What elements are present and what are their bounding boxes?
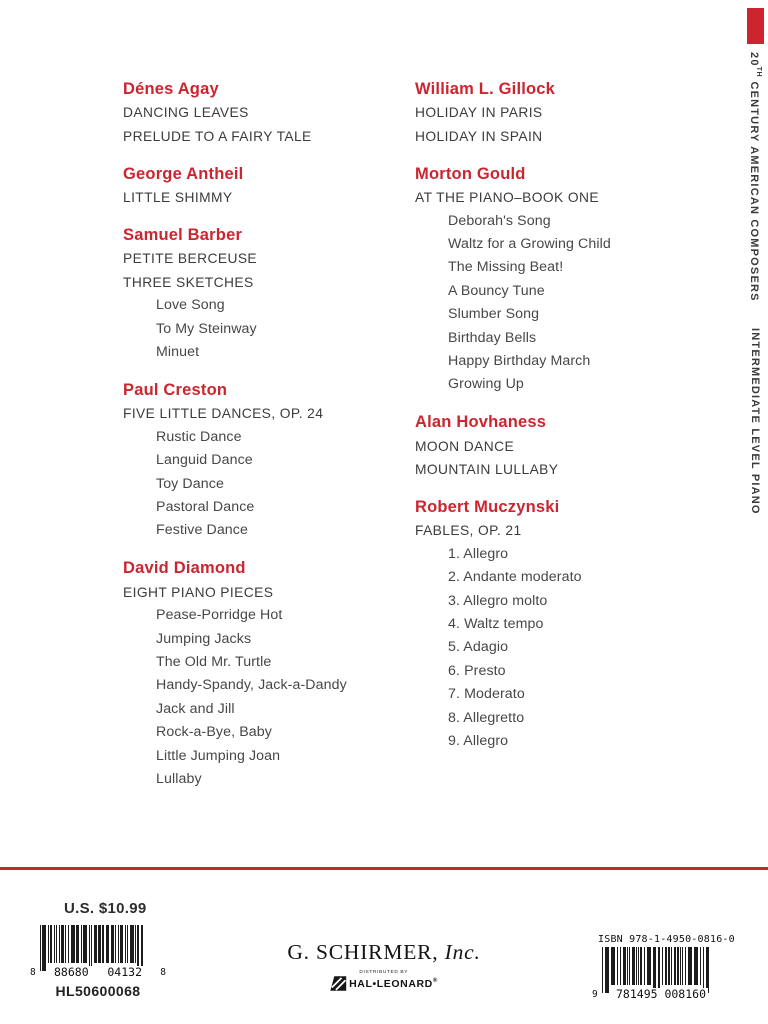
piece-movement: 7. Moderato [448, 686, 525, 703]
upc-right-digit: 8 [160, 967, 166, 978]
spine-subtitle: INTERMEDIATE LEVEL PIANO [749, 327, 761, 515]
upc-digits-group1: 88680 [54, 965, 89, 979]
composer-section [415, 163, 750, 397]
barcode-bar [98, 925, 102, 963]
piece-movement: The Missing Beat! [448, 259, 564, 276]
piece-title: PETITE BERCEUSE [123, 251, 258, 267]
piece-title: AT THE PIANO–BOOK ONE [415, 190, 599, 206]
piece-movement: 8. Allegretto [448, 709, 525, 726]
barcode-bar [674, 947, 677, 985]
barcode-bar [40, 925, 41, 971]
barcode-bar [61, 925, 64, 963]
composer-section [123, 163, 408, 210]
piece-movement: Festive Dance [156, 522, 248, 539]
composer-section [123, 78, 408, 148]
barcode-bar [42, 925, 46, 971]
spine-title-text: CENTURY AMERICAN COMPOSERS [748, 81, 760, 302]
piece-title: HOLIDAY IN PARIS [415, 105, 543, 121]
piece-movement: Deborah's Song [448, 212, 551, 229]
isbn-digits-group1: 781495 [616, 987, 658, 1001]
hal-leonard-icon [330, 976, 346, 991]
barcode-bar [68, 925, 69, 963]
composer-name: David Diamond [123, 559, 246, 578]
barcode-bar [65, 925, 66, 963]
barcode-bar [91, 925, 92, 971]
barcode-bar [640, 947, 641, 985]
price-label: U.S. $10.99 [64, 900, 147, 917]
piece-title: FABLES, OP. 21 [415, 523, 522, 539]
spine-title-number: 20 [748, 52, 760, 67]
composer-section [415, 78, 750, 148]
piece-movement: 2. Andante moderato [448, 569, 582, 586]
red-corner-box [747, 8, 764, 44]
barcode-bar [125, 925, 126, 963]
barcode-bar [94, 925, 97, 963]
barcode-bar [50, 925, 51, 963]
catalog-number: HL50600068 [55, 983, 141, 999]
piece-title: MOON DANCE [415, 438, 515, 454]
piece-movement: Languid Dance [156, 452, 253, 469]
barcode-bar [106, 925, 110, 963]
piece-movement: Rock-a-Bye, Baby [156, 724, 272, 741]
isbn-digits [614, 988, 708, 1000]
piece-movement: Love Song [156, 297, 225, 314]
publisher-block [287, 940, 480, 991]
barcode-bar [662, 947, 663, 985]
barcode-bar [48, 925, 49, 963]
composer-name: William L. Gillock [415, 80, 556, 98]
composer-name: Paul Creston [123, 380, 228, 399]
piece-movement: Happy Birthday March [448, 352, 591, 369]
barcode-bar [617, 947, 618, 985]
barcode-bar [623, 947, 626, 985]
upc-digits-group2: 04132 [107, 965, 142, 979]
barcode-bar [135, 925, 136, 963]
barcode-bar [629, 947, 630, 985]
piece-title: FIVE LITTLE DANCES, OP. 24 [123, 406, 324, 422]
piece-movement: Jack and Jill [156, 700, 235, 717]
barcode-bar [118, 925, 119, 963]
barcode-bar [636, 947, 637, 985]
piece-movement: 3. Allegro molto [448, 592, 548, 609]
barcode-bar [668, 947, 669, 985]
barcode-bar [111, 925, 114, 963]
barcode-bar [665, 947, 668, 985]
barcode-bar [605, 947, 609, 993]
piece-title: HOLIDAY IN SPAIN [415, 128, 543, 144]
composer-section [415, 411, 750, 481]
barcode-bar [688, 947, 692, 985]
piece-title: LITTLE SHIMMY [123, 190, 233, 206]
composer-name: Morton Gould [415, 164, 526, 183]
barcode-bar [59, 925, 60, 963]
piece-movement: 9. Allegro [448, 733, 509, 750]
barcode-bar [632, 947, 635, 985]
barcode-bar [638, 947, 639, 985]
composer-name: Samuel Barber [123, 226, 243, 245]
barcode-bar [120, 925, 123, 963]
piece-movement: 1. Allegro [448, 545, 509, 562]
piece-movement: 4. Waltz tempo [448, 616, 544, 633]
piece-movement: Lullaby [156, 770, 202, 787]
barcode-bar [682, 947, 683, 985]
barcode-bar [130, 925, 134, 963]
piece-title: THREE SKETCHES [123, 274, 254, 290]
barcode-bar [115, 925, 116, 963]
isbn-left-digit: 9 [592, 989, 598, 1000]
piece-movement: Waltz for a Growing Child [448, 235, 611, 252]
barcode-bar [694, 947, 698, 985]
repertoire-column-right [415, 78, 750, 768]
barcode-bar [644, 947, 645, 985]
composer-name: Dénes Agay [123, 80, 219, 98]
barcode-bar [680, 947, 681, 985]
piece-movement: Slumber Song [448, 306, 540, 323]
barcode-bar [54, 925, 55, 963]
piece-movement: Rustic Dance [156, 428, 242, 445]
spine-title [748, 52, 762, 302]
isbn-digits-group2: 008160 [664, 987, 706, 1001]
red-divider-line [0, 867, 768, 870]
registered-mark: ® [432, 977, 438, 984]
barcode-bar [71, 925, 75, 963]
repertoire-column-left [123, 78, 408, 806]
piece-movement: 6. Presto [448, 662, 506, 679]
isbn-barcode [592, 947, 720, 1001]
piece-movement: Pastoral Dance [156, 499, 255, 515]
isbn-label: ISBN 978-1-4950-0816-0 [598, 934, 735, 945]
spine-strip [744, 8, 766, 514]
barcode-bar [700, 947, 701, 985]
piece-movement: Growing Up [448, 376, 524, 393]
composer-section [123, 224, 408, 364]
piece-movement: Little Jumping Joan [156, 747, 281, 764]
piece-movement: 5. Adagio [448, 639, 509, 656]
piece-movement: Jumping Jacks [156, 630, 252, 647]
piece-movement: A Bouncy Tune [448, 282, 545, 299]
piece-movement: Pease-Porridge Hot [156, 607, 283, 624]
barcode-bar [56, 925, 57, 963]
barcode-bar [83, 925, 87, 963]
barcode-bar [671, 947, 672, 985]
composer-name: George Antheil [123, 164, 244, 183]
composer-section [123, 379, 408, 543]
piece-movement: The Old Mr. Turtle [156, 653, 272, 670]
barcode-bar [627, 947, 628, 985]
piece-title: MOUNTAIN LULLABY [415, 462, 559, 478]
piece-movement: Minuet [156, 344, 200, 361]
barcode-bar [102, 925, 103, 963]
upc-digits [52, 966, 144, 978]
piece-title: DANCING LEAVES [123, 105, 249, 121]
distributed-by-label: DISTRIBUTED BY [359, 969, 409, 975]
piece-movement: Toy Dance [156, 475, 224, 492]
piece-title: EIGHT PIANO PIECES [123, 584, 274, 600]
composer-section [123, 557, 408, 791]
schirmer-inc: Inc. [438, 940, 481, 964]
piece-movement: Birthday Bells [448, 329, 537, 346]
barcode-bar [127, 925, 128, 963]
barcode-bar [620, 947, 621, 985]
barcode-bar [706, 947, 709, 993]
composer-section [415, 496, 750, 753]
barcode-bar [76, 925, 79, 963]
composer-name: Robert Muczynski [415, 498, 560, 516]
barcode-bar [677, 947, 678, 985]
schirmer-name: G. SCHIRMER, [287, 940, 439, 964]
piece-movement: To My Steinway [156, 320, 257, 337]
schirmer-logo [287, 940, 480, 965]
piece-movement: Handy-Spandy, Jack-a-Dandy [156, 677, 347, 694]
barcode-bar [611, 947, 615, 985]
spine-title-ordinal: TH [755, 66, 762, 78]
hal-leonard-text: HAL•LEONARD [349, 977, 433, 990]
piece-title: PRELUDE TO A FAIRY TALE [123, 128, 312, 144]
composer-name: Alan Hovhaness [415, 413, 547, 432]
barcode-bar [685, 947, 686, 985]
distributor-block [287, 969, 480, 991]
barcode-bar [602, 947, 603, 993]
hal-leonard-name [349, 978, 438, 990]
barcode-bar [81, 925, 82, 963]
barcode-bar [658, 947, 659, 993]
barcode-bar [647, 947, 651, 985]
upc-barcode [30, 925, 166, 979]
upc-left-digit: 8 [30, 967, 36, 978]
